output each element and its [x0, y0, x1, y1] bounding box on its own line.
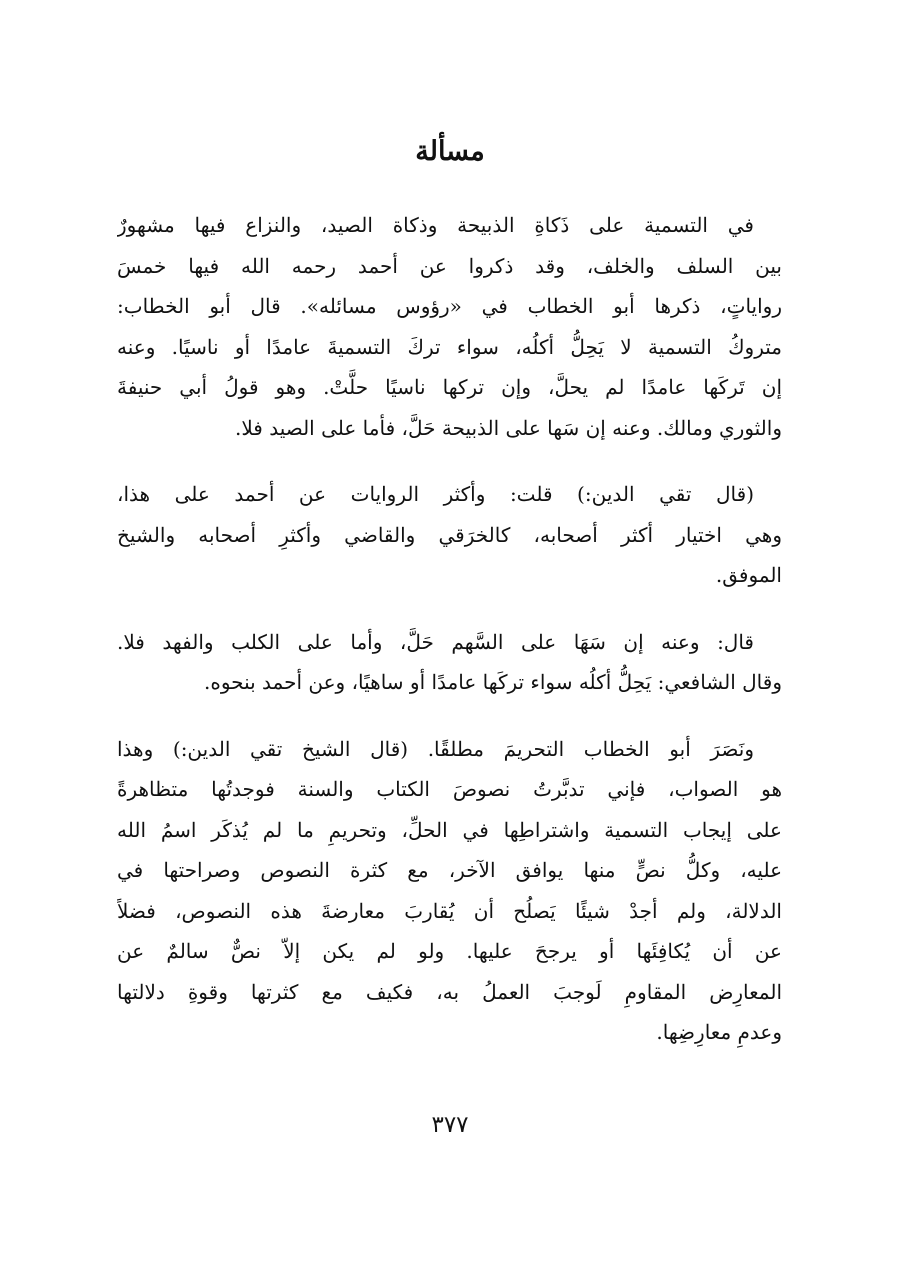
page-number: ٣٧٧ [431, 1112, 469, 1138]
text-line: وعدمِ معارِضِها. [656, 1020, 782, 1044]
text-line: في التسمية على ذَكاةِ الذبيحة وذكاة الصيد، والنزاع فيها مشهورٌ [117, 213, 754, 237]
text-line: رواياتٍ، ذكرها أبو الخطاب في «رؤوس مسائله». قال أبو الخطاب: [117, 294, 782, 318]
text-line: الدلالة، ولم أجدْ شيئًا يَصلُح أن يُقاربَ معارضةَ هذه النصوص، فضلاً [117, 898, 782, 923]
text-line: وهي اختيار أكثر أصحابه، كالخرَقي والقاضي وأكثرِ أصحابه والشيخ [117, 522, 782, 547]
text-line: متروكُ التسمية لا يَحِلُّ أكلُه، سواء تركَ التسميةَ عامدًا أو ناسيًا. وعنه [117, 334, 782, 359]
text-line: إن تَركَها عامدًا لم يحلَّ، وإن تركها ناسيًا حلَّتْ. وهو قولُ أبي حنيفةَ [117, 375, 782, 399]
text-line: قال: وعنه إن سَهَا على السَّهم حَلَّ، وأما على الكلب والفهد فلا. [117, 629, 754, 654]
body-text [117, 205, 782, 1079]
paragraph-3 [117, 622, 782, 703]
text-line: هو الصواب، فإني تدبَّرتُ نصوصَ الكتاب والسنة فوجدتُها متظاهرةً [117, 777, 782, 801]
text-line: ونَصَرَ أبو الخطاب التحريمَ مطلقًا. (قال الشيخ تقي الدين:) وهذا [117, 736, 754, 761]
text-line: عليه، وكلُّ نصٍّ منها يوافق الآخر، مع كثرة النصوص وصراحتها في [117, 858, 782, 882]
paragraph-2 [117, 474, 782, 596]
paragraph-4 [117, 729, 782, 1053]
text-line: وقال الشافعي: يَحِلُّ أكلُه سواء تركَها عامدًا أو ساهيًا، وعن أحمد بنحوه. [204, 670, 782, 694]
text-line: الموفق. [715, 563, 782, 587]
paragraph-1 [117, 205, 782, 448]
text-line: بين السلف والخلف، وقد ذكروا عن أحمد رحمه الله فيها خمسَ [117, 253, 782, 278]
text-line: (قال تقي الدين:) قلت: وأكثر الروايات عن أحمد على هذا، [117, 482, 754, 506]
text-line: المعارِض المقاومِ لَوجبَ العملُ به، فكيف مع كثرتها وقوةِ دلالتها [117, 979, 782, 1004]
page-title: مسألة [415, 136, 485, 167]
text-line: والثوري ومالك. وعنه إن سَها على الذبيحة حَلَّ، فأما على الصيد فلا. [235, 415, 782, 440]
text-line: على إيجاب التسمية واشتراطِها في الحلِّ، وتحريمِ ما لم يُذكَر اسمُ الله [117, 817, 782, 842]
text-line: عن أن يُكافِئَها أو يرجحَ عليها. ولو لم يكن إلاّ نصٌّ سالمٌ عن [117, 939, 782, 963]
